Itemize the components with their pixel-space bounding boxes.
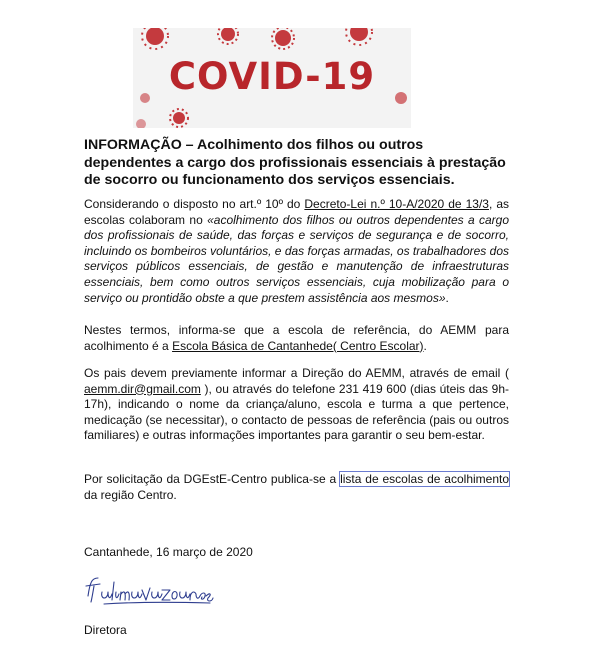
- p4-text-before: Por solicitação da DGEstE-Centro publica-se a: [84, 472, 341, 486]
- document-date: Cantanhede, 16 março de 2020: [84, 545, 253, 559]
- p3-text-after: ), ou através do telefone 231 419 600 (dias úteis das 9h-17h), indicando o nome da criança/aluno, escola e turma a que pertence, medicação (se necessitar), o contacto de pessoas de referência (pais ou outros familiares) e outras informações importantes para garantir o seu bem-estar.: [84, 381, 509, 443]
- p2-text-after: .: [423, 338, 427, 353]
- p1-quote: «acolhimento dos filhos ou outros dependentes a cargo dos profissionais de saúde, das forças e serviços de segurança e de socorro, incluindo os bombeiros voluntários, e das forças armadas, os trabalhadores dos serviços públicos essenciais, de gestão e manutenção de infraestruturas essenciais, bem como outros serviços essenciais, cuja mobilização para o serviço ou prontidão obste a que prestem assistência aos mesmos»: [84, 212, 509, 305]
- reference-school-link[interactable]: Escola Básica de Cantanhede( Centro Escolar): [172, 338, 424, 353]
- signatory-role: Diretora: [84, 623, 127, 637]
- email-link[interactable]: aemm.dir@gmail.com: [84, 381, 201, 396]
- paragraph-school-list: [84, 472, 509, 503]
- handwritten-signature: [84, 572, 214, 608]
- p4-text-after: da região Centro.: [84, 487, 177, 502]
- school-list-link[interactable]: lista de escolas de acolhimento: [340, 472, 510, 486]
- p1-text-before: Considerando o disposto no art.º 10º do: [84, 197, 305, 211]
- paragraph-contact: [84, 366, 509, 444]
- paragraph-reference-school: [84, 323, 509, 354]
- p1-text-after: .: [445, 290, 449, 305]
- document-heading: INFORMAÇÃO – Acolhimento dos filhos ou outros dependentes a cargo dos profissionais essenciais à prestação de socorro ou funcionamento dos serviços essenciais.: [84, 137, 506, 188]
- p2-text-before: Nestes termos, informa-se que a escola de referência, do AEMM para acolhimento é a: [84, 323, 509, 353]
- p3-text-before: Os pais devem previamente informar a Direção do AEMM, através de email (: [84, 366, 509, 380]
- covid-banner-image: [133, 28, 411, 128]
- p1-text-middle: , as escolas colaboram no: [84, 197, 510, 227]
- paragraph-decree: [84, 197, 509, 306]
- decree-link[interactable]: Decreto-Lei n.º 10-A/2020 de 13/3: [304, 197, 489, 211]
- banner-title: COVID-19: [168, 55, 376, 98]
